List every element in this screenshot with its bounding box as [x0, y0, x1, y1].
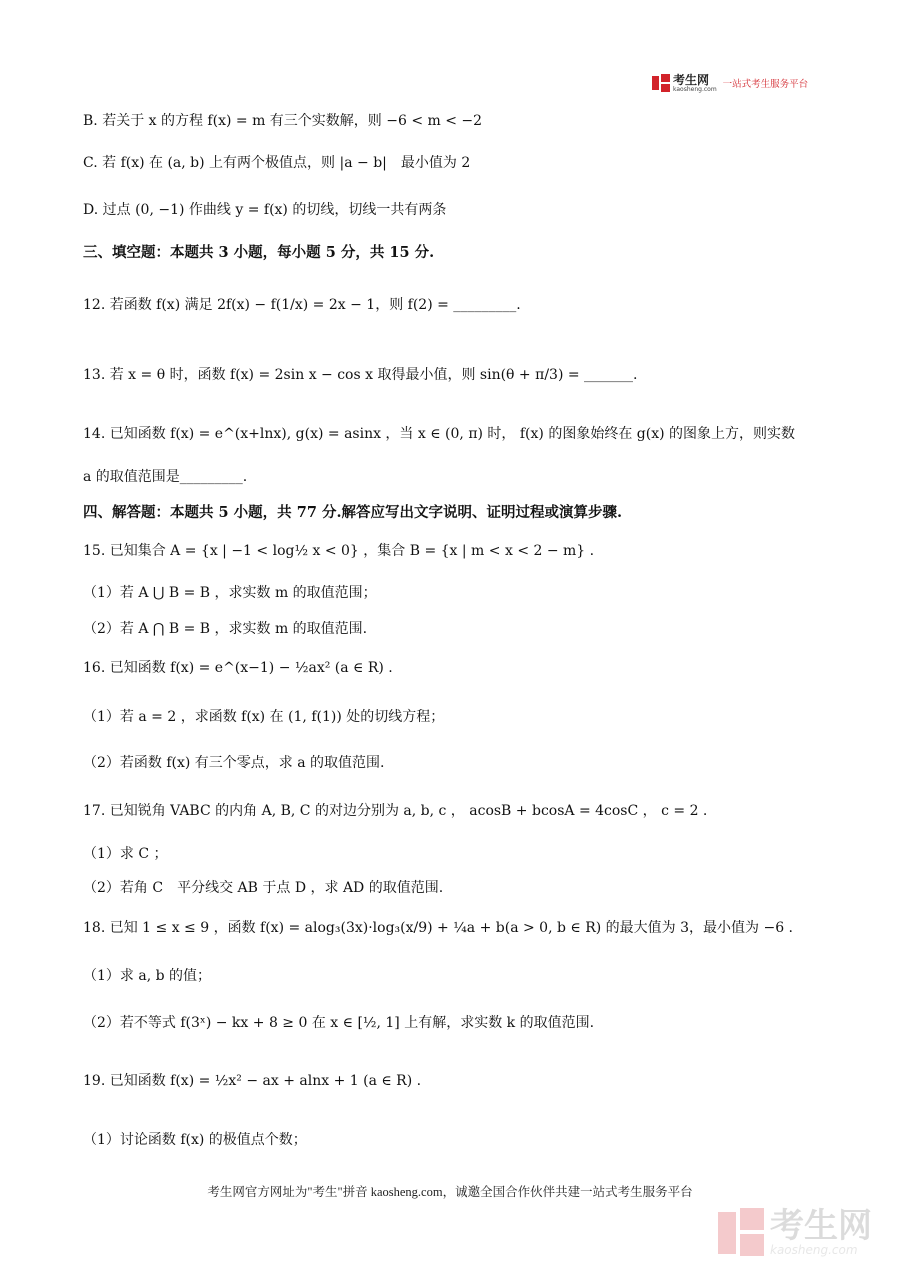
question-15-part-2: （2）若 A ⋂ B = B ，求实数 m 的取值范围.: [83, 621, 368, 637]
option-c: C. 若 f(x) 在 (a, b) 上有两个极值点，则 |a − b| 最小值为 2: [83, 155, 471, 171]
question-15: 15. 已知集合 A = {x | −1 < log½ x < 0} ，集合 B = {x | m < x < 2 − m} .: [83, 543, 595, 559]
question-18-part-2: （2）若不等式 f(3ˣ) − kx + 8 ≥ 0 在 x ∈ [½, 1] 上有解，求实数 k 的取值范围.: [83, 1015, 595, 1031]
page-footer: 考生网官方网址为"考生"拼音 kaosheng.com，诚邀全国合作伙伴共建一站式考生服务平台: [207, 1185, 693, 1199]
logo-slogan: 一站式考生服务平台: [722, 79, 809, 90]
section-3-heading: 三、填空题：本题共 3 小题，每小题 5 分，共 15 分.: [83, 244, 435, 261]
question-16: 16. 已知函数 f(x) = e^(x−1) − ½ax² (a ∈ R) .: [83, 660, 393, 676]
question-15-part-1: （1）若 A ⋃ B = B ，求实数 m 的取值范围；: [83, 585, 377, 601]
question-16-part-1: （1）若 a = 2 ，求函数 f(x) 在 (1, f(1)) 处的切线方程；: [83, 709, 445, 725]
watermark-logo-icon: [718, 1208, 764, 1258]
question-19: 19. 已知函数 f(x) = ½x² − ax + alnx + 1 (a ∈ R) .: [83, 1073, 422, 1089]
question-14: 14. 已知函数 f(x) = e^(x+lnx), g(x) = asinx ，当 x ∈ (0, π) 时， f(x) 的图象始终在 g(x) 的图象上方，则实数: [83, 426, 796, 442]
logo-name: 考生网: [673, 72, 710, 87]
header-logo: [652, 72, 808, 94]
kaosheng-logo-icon: [652, 74, 670, 92]
question-18-part-1: （1）求 a, b 的值；: [83, 968, 212, 984]
option-d: D. 过点 (0, −1) 作曲线 y = f(x) 的切线，切线一共有两条: [83, 202, 447, 218]
watermark-url: kaosheng.com: [770, 1243, 858, 1257]
question-14-cont: a 的取值范围是_________.: [83, 469, 248, 485]
question-17-part-2: （2）若角 C 平分线交 AB 于点 D ，求 AD 的取值范围.: [83, 880, 444, 896]
watermark-name: 考生网: [770, 1206, 872, 1246]
question-17: 17. 已知锐角 VABC 的内角 A, B, C 的对边分别为 a, b, c ， acosB + bcosA = 4cosC ， c = 2 .: [83, 803, 708, 819]
question-12: 12. 若函数 f(x) 满足 2f(x) − f(1/x) = 2x − 1，则 f(2) = _________.: [83, 297, 521, 313]
question-17-part-1: （1）求 C ；: [83, 846, 168, 862]
section-4-heading: 四、解答题：本题共 5 小题，共 77 分.解答应写出文字说明、证明过程或演算步骤.: [83, 504, 623, 521]
question-18: 18. 已知 1 ≤ x ≤ 9 ，函数 f(x) = alog₃(3x)·log₃(x/9) + ¼a + b(a > 0, b ∈ R) 的最大值为 3，最小值为 −6 .: [83, 920, 794, 936]
logo-url: kaosheng.com: [673, 85, 717, 93]
question-13: 13. 若 x = θ 时，函数 f(x) = 2sin x − cos x 取得最小值，则 sin(θ + π/3) = _______.: [83, 367, 638, 383]
question-19-part-1: （1）讨论函数 f(x) 的极值点个数；: [83, 1132, 307, 1148]
watermark: [718, 1208, 872, 1258]
question-16-part-2: （2）若函数 f(x) 有三个零点，求 a 的取值范围.: [83, 755, 385, 771]
option-b: B. 若关于 x 的方程 f(x) = m 有三个实数解，则 −6 < m < −2: [83, 113, 483, 129]
